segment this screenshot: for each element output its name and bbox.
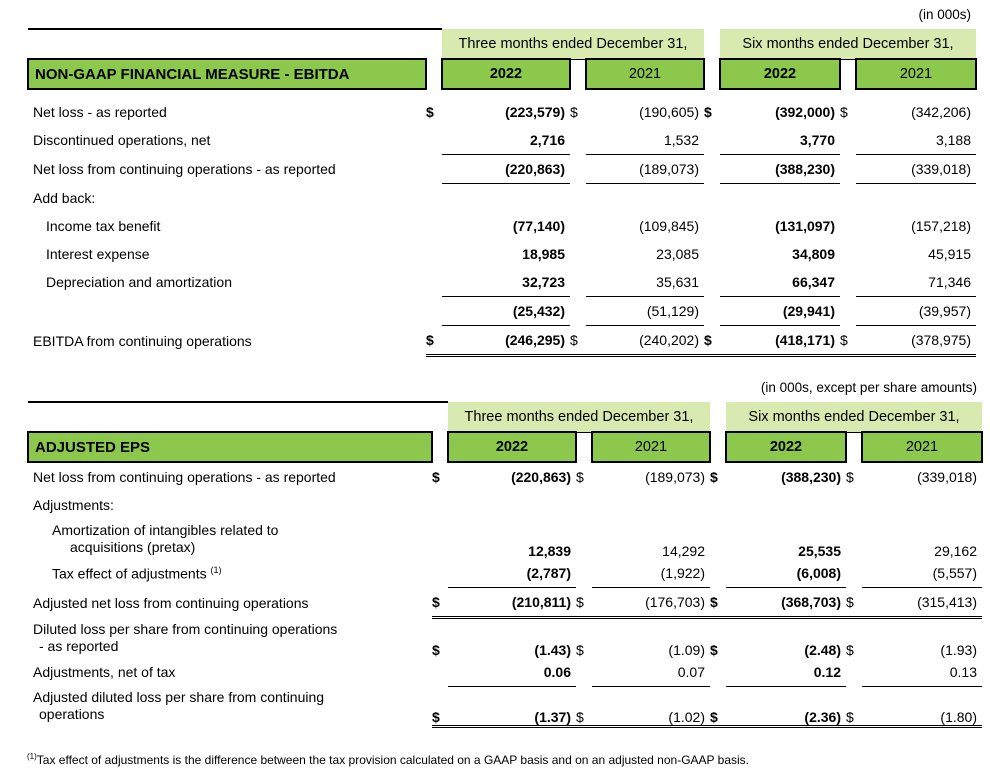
unit-note: (in 000s, except per share amounts) [760,379,977,395]
table-row: Adjusted diluted loss per share from continuing operations $ (1.37) $ (1.02) $ (2.36) $ (1.80) [28,686,982,726]
six-months-header: Six months ended December 31, [720,29,976,59]
year-header: 2021 [856,59,976,89]
footnote [27,752,749,767]
table-row: Discontinued operations, net 2,716 1,532 3,770 3,188 [28,126,976,155]
footnote-mark: (1) [27,752,37,761]
year-header: 2022 [726,432,846,462]
year-header: 2021 [586,59,704,89]
year-header: 2022 [720,59,840,89]
footnote-text: Tax effect of adjustments is the difference between the tax provision calculated on a GAAP basis and on an adjusted non-GAAP basis. [36,753,749,767]
adjusted-eps-table [27,373,983,728]
table-row: Add back: [33,189,96,206]
table-row: Net loss - as reported $ (223,579) $ (190,605) $ (392,000) $ (342,206) [33,104,971,120]
year-header: 2021 [592,432,710,462]
six-months-header: Six months ended December 31, [726,402,982,432]
unit-note: (in 000s) [918,6,971,22]
year-header: 2022 [442,59,570,89]
table-row: Tax effect of adjustments $^{(1)}$ (2,787) (1,922) (6,008) (5,557) [28,559,982,588]
table-row: Depreciation and amortization 32,723 35,631 66,347 71,346 [28,268,976,297]
table-row: Diluted loss per share from continuing operations - as reported $ (1.43) $ (1.09) $ (2.48) $ (1.93) [33,620,977,658]
table-row: (25,432) (51,129) (29,941) (39,957) [28,297,976,326]
table-row: Adjustments: [33,497,114,513]
table-row: Amortization of intangibles related to acquisitions (pretax) 12,839 14,292 25,535 29,162 [52,522,977,559]
section-title: ADJUSTED EPS [28,432,432,462]
three-months-header: Three months ended December 31, [448,402,710,432]
section-title: NON-GAAP FINANCIAL MEASURE - EBITDA [28,59,426,89]
year-header: 2021 [862,432,982,462]
ebitda-table [27,0,977,357]
table-row: Interest expense 18,985 23,085 34,809 45,915 [46,246,971,262]
table-row: EBITDA from continuing operations $ (246,295) $ (240,202) $ (418,171) $ (378,975) [28,326,976,356]
table-row: Income tax benefit (77,140) (109,845) (131,097) (157,218) [46,218,971,234]
table-row: Adjusted net loss from continuing operations $ (210,811) $ (176,703) $ (368,703) $ (315,413) [28,588,982,618]
three-months-header: Three months ended December 31, [442,29,704,59]
table-row: Net loss from continuing operations - as reported (220,863) (189,073) (388,230) (339,018) [28,155,976,184]
table-row: Adjustments, net of tax 0.06 0.07 0.12 0.13 [28,658,982,687]
year-header: 2022 [448,432,576,462]
table-row: Net loss from continuing operations - as reported $ (220,863) $ (189,073) $ (388,230) $ (339,018) [33,468,977,485]
